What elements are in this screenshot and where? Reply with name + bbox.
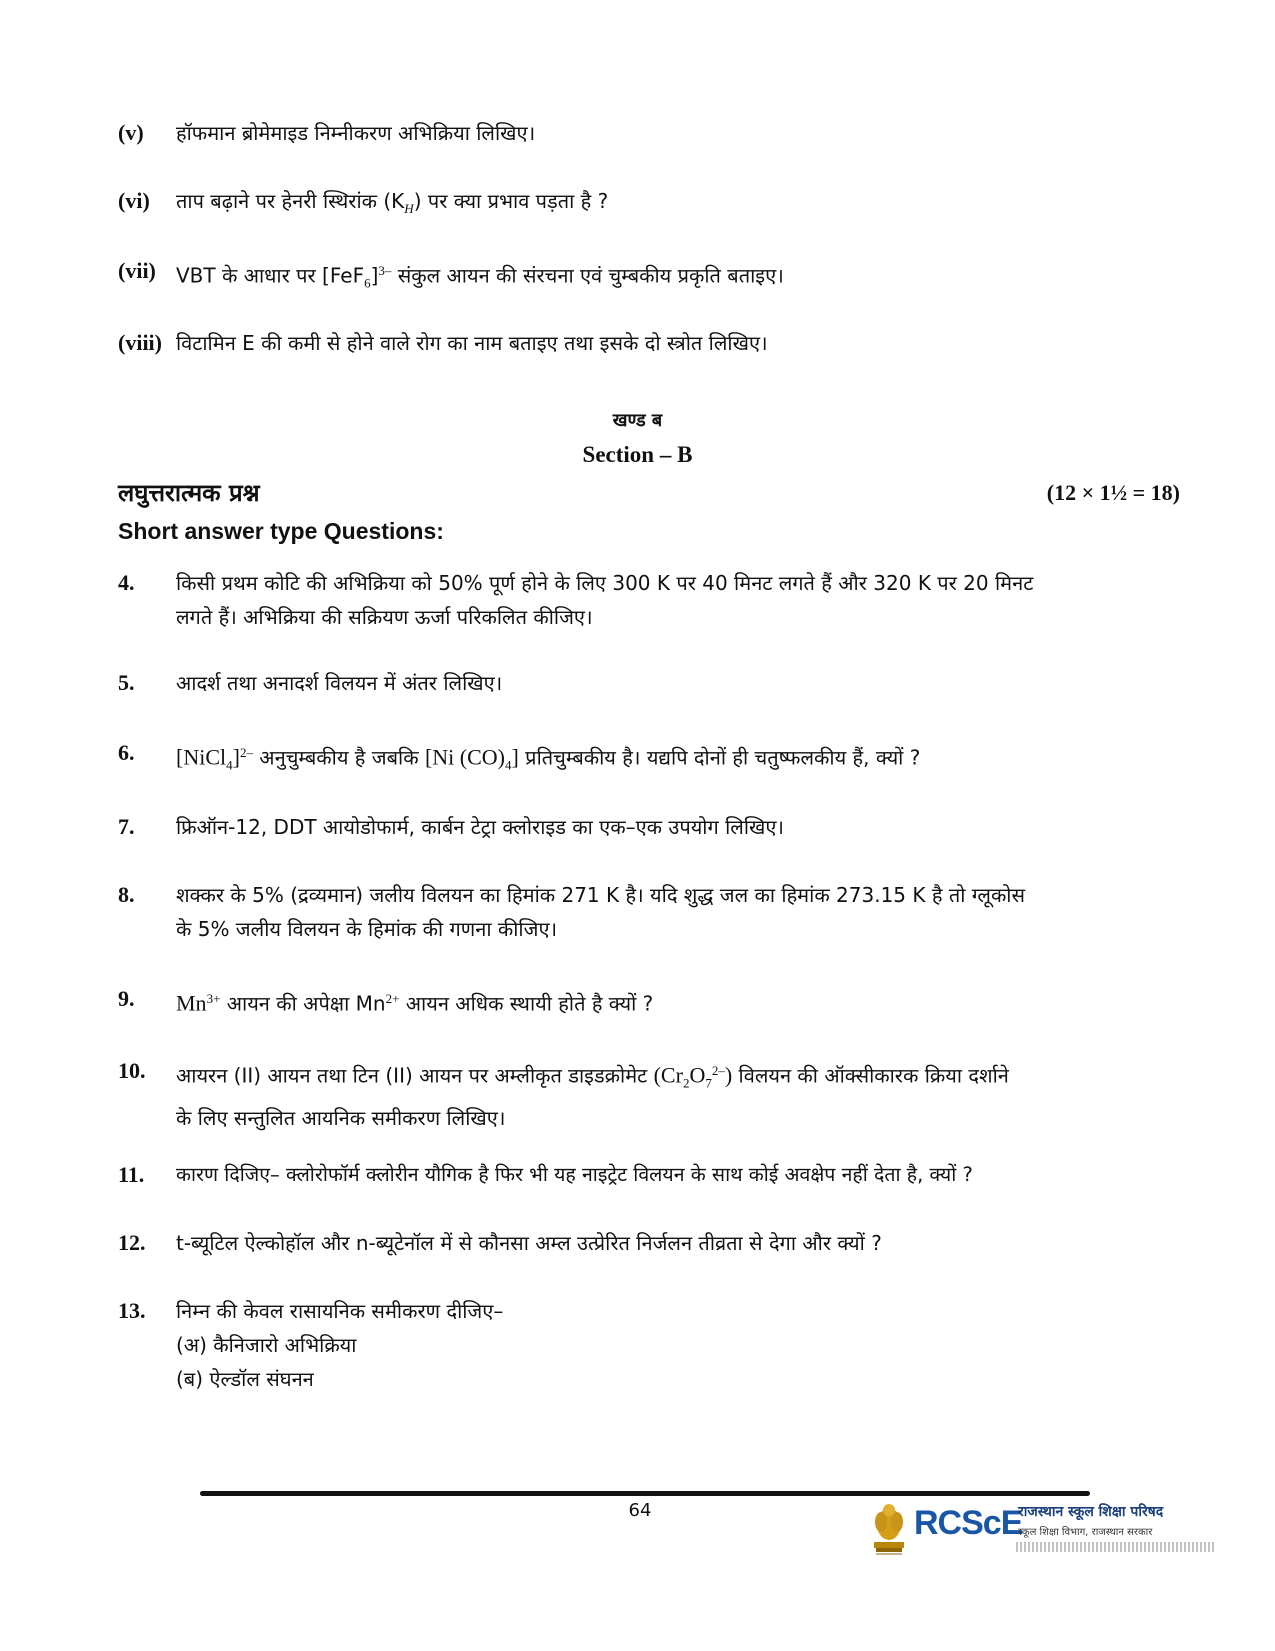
question-text bbox=[176, 736, 1176, 783]
text-part: ] bbox=[370, 263, 379, 288]
question-text: कारण दिजिए– क्लोरोफॉर्म क्लोरीन यौगिक है फिर भी यह नाइट्रेट विलयन के साथ कोई अवक्षेप नहीं देता है, क्यों ? bbox=[176, 1163, 973, 1186]
question-text: t-ब्यूटिल ऐल्कोहॉल और n-ब्यूटेनॉल में से कौनसा अम्ल उत्प्रेरित निर्जलन तीव्रता से देगा और क्यों ? bbox=[176, 1231, 882, 1255]
logo-stripes bbox=[1016, 1542, 1216, 1552]
question-number: (v) bbox=[118, 120, 144, 145]
logo-text: RCScE bbox=[914, 1504, 1023, 1542]
question-text: फ्रिऑन-12, DDT आयोडोफार्म, कार्बन टेट्रा क्लोराइड का एक–एक उपयोग लिखिए। bbox=[176, 815, 785, 839]
question-text bbox=[176, 254, 1176, 301]
question-number: 6. bbox=[118, 740, 135, 765]
formula-part: ] bbox=[232, 744, 240, 770]
english-heading: Short answer type Questions: bbox=[118, 518, 444, 544]
question-text bbox=[176, 1294, 1176, 1396]
question-number: 5. bbox=[118, 670, 135, 695]
question-text bbox=[176, 878, 1176, 946]
superscript: 3– bbox=[378, 263, 392, 278]
text-part: आयन अधिक स्थायी होते है क्यों ? bbox=[399, 991, 654, 1016]
text-line: (अ) कैनिजारो अभिक्रिया bbox=[176, 1333, 357, 1357]
formula-part: O bbox=[689, 1062, 706, 1088]
question-number: (viii) bbox=[118, 330, 162, 355]
logo-hindi: राजस्थान स्कूल शिक्षा परिषद bbox=[1018, 1504, 1164, 1520]
question-number: 7. bbox=[118, 814, 135, 839]
question-number: 11. bbox=[118, 1162, 145, 1187]
text-part: VBT के आधार पर [FeF bbox=[176, 263, 365, 288]
text-line: निम्न की केवल रासायनिक समीकरण दीजिए– bbox=[176, 1299, 504, 1323]
text-part: संकुल आयन की संरचना एवं चुम्बकीय प्रकृति बताइए। bbox=[391, 263, 784, 288]
logo-subtitle: स्कूल शिक्षा विभाग, राजस्थान सरकार bbox=[1018, 1527, 1153, 1538]
text-part: आयरन (II) आयन तथा टिन (II) आयन पर अम्लीकृत डाइडक्रोमेट bbox=[176, 1063, 654, 1088]
formula-part: ] bbox=[511, 744, 519, 770]
text-line bbox=[176, 1054, 1176, 1101]
subscript: 6 bbox=[364, 275, 371, 291]
marks-distribution: (12 × 1½ = 18) bbox=[1046, 480, 1180, 505]
formula-part: ) bbox=[724, 1062, 733, 1088]
subscript: 4 bbox=[505, 757, 512, 773]
subscript: 7 bbox=[705, 1075, 712, 1091]
formula-part: [Ni (CO) bbox=[424, 744, 505, 770]
subscript: 4 bbox=[226, 757, 233, 773]
formula-part: [NiCl bbox=[176, 744, 227, 770]
text-part: प्रतिचुम्बकीय है। यद्यपि दोनों ही चतुष्फलकीय हैं, क्यों ? bbox=[518, 745, 921, 770]
question-number: (vi) bbox=[118, 188, 150, 213]
formula-part: Mn bbox=[176, 990, 207, 1016]
question-number: 12. bbox=[118, 1230, 146, 1255]
section-khand: खण्ड ब bbox=[612, 410, 663, 431]
text-line: के लिए सन्तुलित आयनिक समीकरण लिखिए। bbox=[176, 1105, 506, 1130]
subscript: 2 bbox=[682, 1075, 690, 1091]
text-line: (ब) ऐल्डॉल संघनन bbox=[176, 1367, 314, 1391]
question-number: 10. bbox=[118, 1058, 146, 1083]
question-number: (vii) bbox=[118, 258, 156, 283]
superscript: 2– bbox=[239, 745, 253, 760]
subscript: H bbox=[404, 201, 414, 216]
text-part: ताप बढ़ाने पर हेनरी स्थिरांक (K bbox=[176, 189, 405, 213]
page-number: 64 bbox=[628, 1500, 652, 1521]
superscript: 2– bbox=[711, 1063, 725, 1078]
text-line: लगते हैं। अभिक्रिया की सक्रियण ऊर्जा परिकलित कीजिए। bbox=[176, 605, 593, 629]
question-text bbox=[176, 982, 1176, 1021]
text-part: अनुचुम्बकीय है जबकि bbox=[252, 745, 425, 770]
question-text: विटामिन E की कमी से होने वाले रोग का नाम बताइए तथा इसके दो स्त्रोत लिखिए। bbox=[176, 331, 768, 355]
section-title: Section – B bbox=[582, 442, 693, 467]
text-part: विलयन की ऑक्सीकारक क्रिया दर्शाने bbox=[732, 1063, 1009, 1088]
text-line: के 5% जलीय विलयन के हिमांक की गणना कीजिए। bbox=[176, 917, 558, 941]
question-text: हॉफमान ब्रोमेमाइड निम्नीकरण अभिक्रिया लिखिए। bbox=[176, 121, 536, 145]
question-number: 13. bbox=[118, 1298, 146, 1323]
rcsce-logo bbox=[868, 1496, 1220, 1558]
text-part: आयन की अपेक्षा Mn bbox=[220, 991, 386, 1016]
question-number: 9. bbox=[118, 986, 135, 1011]
superscript: 3+ bbox=[206, 991, 221, 1006]
question-text bbox=[176, 1054, 1176, 1135]
text-line: शक्कर के 5% (द्रव्यमान) जलीय विलयन का हिमांक 271 K है। यदि शुद्ध जल का हिमांक 273.15 K है तो ग्लूकोस bbox=[176, 883, 1026, 907]
question-number: 8. bbox=[118, 882, 135, 907]
state-emblem-icon bbox=[868, 1496, 910, 1556]
question-text: आदर्श तथा अनादर्श विलयन में अंतर लिखिए। bbox=[176, 671, 503, 695]
formula-part: (Cr bbox=[653, 1062, 683, 1088]
hindi-heading: लघुत्तरात्मक प्रश्न bbox=[118, 479, 260, 507]
text-line: किसी प्रथम कोटि की अभिक्रिया को 50% पूर्ण होने के लिए 300 K पर 40 मिनट लगते हैं और 320 K पर 20 मिनट bbox=[176, 571, 1034, 595]
text-part: ) पर क्या प्रभाव पड़ता है ? bbox=[413, 189, 609, 213]
question-number: 4. bbox=[118, 570, 135, 595]
question-text bbox=[176, 566, 1176, 634]
question-text bbox=[176, 184, 1176, 226]
superscript: 2+ bbox=[385, 991, 400, 1006]
